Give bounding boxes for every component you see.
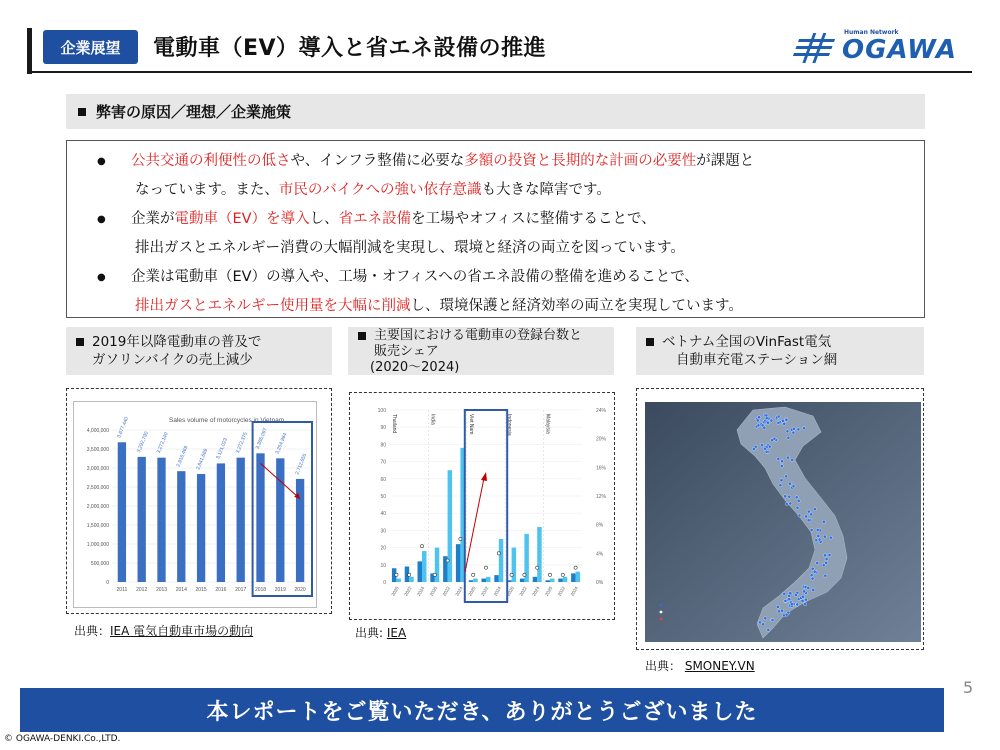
bullet-text: し、 — [309, 211, 339, 227]
motorcycle-sales-svg — [74, 402, 318, 609]
y-tick-label: 500,000 — [90, 561, 109, 567]
data-label: 3,292,790 — [135, 430, 150, 454]
panel-line-text: ベトナム全国のVinFast電気 — [662, 334, 832, 350]
charging-station-marker — [792, 431, 795, 434]
trend-arrow-line — [465, 478, 484, 572]
highlight-text: 省エネ設備 — [338, 211, 412, 227]
panel-line — [358, 328, 604, 344]
bullet-line — [67, 292, 924, 321]
ev-registration-chart — [360, 400, 607, 602]
bar-dark — [469, 580, 473, 582]
x-tick-label: 2014 — [175, 587, 187, 593]
charging-station-marker — [813, 508, 816, 511]
charging-station-marker — [786, 430, 789, 433]
bar-dark — [418, 561, 422, 582]
share-point — [420, 545, 423, 548]
charging-station-marker — [797, 428, 800, 431]
bullet-list — [66, 140, 925, 318]
y2-tick-label: 12% — [596, 494, 607, 500]
x-tick-label: 2015 — [195, 587, 207, 593]
square-bullet-icon — [358, 332, 366, 340]
x-tick-label: 2024 — [416, 585, 426, 597]
source-prefix: 出典: — [355, 626, 387, 640]
x-tick-label: 2022 — [403, 585, 413, 597]
data-label: 2,841,669 — [195, 447, 210, 471]
source-link[interactable]: IEA 電気自動車市場の動向 — [110, 624, 254, 638]
share-point — [408, 573, 411, 576]
bullet-text: なっています。また、 — [135, 182, 279, 198]
charging-station-marker — [810, 574, 813, 577]
y2-tick-label: 24% — [596, 408, 607, 414]
share-point — [395, 573, 398, 576]
bar-dark — [571, 573, 575, 582]
bar-dark — [520, 579, 524, 582]
group-label: Thailand — [391, 414, 397, 434]
panel-line-text: 2019年以降電動車の普及で — [92, 334, 262, 350]
bar-2014 — [177, 471, 185, 582]
y-tick-label: 50 — [380, 494, 386, 500]
charging-station-marker — [796, 506, 799, 509]
share-point — [574, 566, 577, 569]
bar-light — [422, 551, 426, 582]
bar-2013 — [157, 458, 165, 582]
x-tick-label: 2011 — [116, 587, 128, 593]
panel-line-text: 主要国における電動車の登録台数と — [374, 328, 583, 343]
bullet-line — [67, 205, 924, 234]
charging-station-marker — [785, 418, 788, 421]
charging-station-marker — [822, 564, 825, 567]
charging-station-marker — [812, 589, 815, 592]
share-point — [459, 537, 462, 540]
share-point — [484, 566, 487, 569]
bullet-text: が課題と — [696, 153, 755, 169]
x-tick-label: 2020 — [294, 587, 306, 593]
y-tick-label: 30 — [380, 528, 386, 535]
bar-2016 — [217, 463, 225, 582]
charging-station-marker — [794, 593, 797, 596]
group-label: Viet Nam — [467, 414, 474, 435]
x-tick-label: 2016 — [215, 587, 227, 593]
charging-station-marker — [811, 577, 814, 580]
charging-station-marker — [818, 538, 821, 541]
x-tick-label: 2020 — [467, 585, 477, 597]
charging-station-marker — [781, 419, 784, 422]
bar-2011 — [118, 442, 126, 582]
square-bullet-icon — [78, 108, 86, 116]
panel-line-text: 自動車充電ステーション網 — [676, 352, 838, 368]
group-label: Indonesia — [506, 414, 513, 436]
charging-station-marker — [783, 592, 786, 595]
bullet-dot-icon: ● — [97, 272, 106, 283]
bar-dark — [456, 544, 460, 582]
source-note-3 — [645, 657, 755, 674]
data-label: 3,272,140 — [155, 431, 170, 455]
copyright: © OGAWA-DENKI.Co.,LTD. — [4, 734, 121, 744]
y-tick-label: 4,000,000 — [86, 428, 109, 434]
y2-tick-label: 0% — [596, 580, 604, 586]
bar-2019 — [276, 458, 284, 582]
page-title: 電動車（EV）導入と省エネ設備の推進 — [153, 36, 547, 61]
highlight-text: 市民のバイクへの強い依存意識 — [278, 182, 482, 198]
charging-station-marker — [796, 603, 799, 606]
y2-tick-label: 16% — [596, 465, 607, 472]
header-underline — [32, 71, 972, 73]
charging-station-marker — [771, 618, 774, 621]
bullet-line — [67, 263, 924, 292]
bullet-dot-icon: ● — [97, 156, 106, 167]
charging-station-marker — [816, 528, 819, 531]
charging-station-marker — [784, 495, 787, 498]
vietnam-charging-map — [645, 402, 921, 642]
trend-arrow-head — [481, 472, 487, 481]
x-tick-label: 2022 — [480, 585, 490, 597]
share-point — [433, 573, 436, 576]
y-tick-label: 3,500,000 — [86, 447, 109, 453]
source-prefix: 出典： — [645, 659, 685, 673]
bar-2017 — [237, 458, 245, 582]
charging-station-marker — [780, 464, 783, 467]
bullet-text: 企業は電動車（EV）の導入や、工場・オフィスへの省エネ設備の整備を進めることで、 — [131, 269, 699, 285]
charging-station-marker — [829, 536, 832, 539]
vietnam-map-svg — [645, 402, 921, 642]
share-point — [523, 573, 526, 576]
charging-station-marker — [824, 574, 827, 577]
charging-station-marker — [823, 535, 826, 538]
source-note-1 — [74, 622, 253, 639]
bullet-text: 排出ガスとエネルギー消費の大幅削減を実現し、環境と経済の両立を図っています。 — [135, 240, 685, 256]
data-label: 3,254,964 — [274, 432, 289, 456]
group-label: India — [429, 414, 436, 425]
charging-station-marker — [805, 515, 808, 518]
bar-light — [499, 539, 503, 582]
y-tick-label: 40 — [380, 511, 386, 518]
charging-station-marker — [817, 534, 820, 537]
y-tick-label: 10 — [380, 562, 386, 569]
charging-station-marker — [777, 457, 780, 460]
y-tick-label: 100 — [377, 408, 386, 414]
bar-light — [563, 577, 567, 582]
charging-station-marker — [784, 599, 787, 602]
share-point — [536, 566, 539, 569]
bar-light — [537, 527, 541, 582]
y-tick-label: 3,000,000 — [86, 466, 109, 472]
y-tick-label: 60 — [380, 476, 386, 483]
charging-station-marker — [786, 456, 789, 459]
bar-2018 — [256, 453, 264, 582]
legend-marker-active — [660, 604, 663, 607]
bullet-text: し、環境保護と経済効率の両立を実現しています。 — [410, 298, 743, 314]
bullet-dot-icon: ● — [97, 214, 106, 225]
charging-station-marker — [776, 605, 779, 608]
y-tick-label: 2,500,000 — [86, 485, 109, 491]
bar-dark — [546, 580, 550, 582]
bar-light — [435, 548, 439, 582]
ev-registration-svg — [360, 400, 607, 602]
charging-station-marker — [777, 415, 780, 418]
charging-station-marker — [807, 586, 810, 589]
charging-station-marker — [816, 561, 819, 564]
charging-station-marker — [810, 513, 813, 516]
charging-station-marker — [789, 502, 792, 505]
charging-station-marker — [780, 609, 783, 612]
section-header — [66, 94, 925, 129]
charging-station-marker — [768, 445, 771, 448]
data-label: 3,272,375 — [234, 431, 249, 455]
charging-station-marker — [788, 482, 791, 485]
charging-station-marker — [780, 460, 783, 463]
legend-marker-other — [660, 618, 663, 621]
charging-station-marker — [811, 567, 814, 570]
highlight-text: 公共交通の利便性の低さ — [131, 153, 291, 169]
charging-station-marker — [777, 421, 780, 424]
x-tick-label: 2020 — [505, 585, 515, 597]
y2-tick-label: 8% — [596, 522, 604, 529]
panel-header-motorcycle-sales — [66, 327, 332, 375]
ogawa-logo — [798, 25, 978, 69]
bullet-line — [67, 176, 924, 205]
bar-2015 — [197, 474, 205, 582]
page-number: 5 — [963, 678, 974, 697]
bar-dark — [482, 579, 486, 582]
x-tick-label: 2024 — [531, 585, 541, 597]
charging-station-marker — [807, 519, 810, 522]
logo-tagline: Human Network — [844, 29, 899, 36]
charging-station-marker — [758, 621, 761, 624]
charging-station-marker — [784, 475, 787, 478]
charging-station-marker — [785, 613, 788, 616]
bar-light — [550, 579, 554, 582]
panel-line — [76, 333, 322, 351]
charging-station-marker — [787, 436, 790, 439]
charging-station-marker — [788, 598, 791, 601]
data-label: 2,916,469 — [175, 445, 190, 468]
charging-station-marker — [791, 458, 794, 461]
category-badge: 企業展望 — [43, 30, 138, 64]
charging-station-marker — [766, 421, 769, 424]
charging-station-marker — [798, 514, 801, 517]
x-tick-label: 2018 — [254, 587, 267, 593]
charging-station-marker — [792, 427, 795, 430]
x-tick-label: 2022 — [518, 585, 528, 597]
bullet-text: を工場やオフィスに整備することで、 — [411, 211, 656, 227]
data-label: 2,712,655 — [294, 452, 309, 476]
data-label: 3,677,440 — [116, 416, 131, 440]
source-note-2 — [355, 624, 406, 641]
charging-station-marker — [828, 553, 831, 556]
x-tick-label: 2022 — [441, 585, 451, 597]
bullet-line — [67, 234, 924, 263]
charging-station-marker — [767, 628, 770, 631]
charging-station-marker — [803, 427, 806, 430]
charging-station-marker — [810, 528, 813, 531]
panel-line-text: (2020〜2024) — [370, 360, 460, 375]
charging-station-marker — [823, 554, 826, 557]
y-tick-label: 80 — [380, 442, 386, 449]
y2-tick-label: 20% — [596, 436, 607, 443]
x-tick-label: 2017 — [235, 587, 247, 593]
charging-station-marker — [797, 499, 800, 502]
y-tick-label: 90 — [380, 425, 386, 432]
charging-station-marker — [790, 603, 793, 606]
y-tick-label: 20 — [380, 545, 386, 552]
charging-station-marker — [803, 603, 806, 606]
bar-light — [409, 577, 413, 582]
legend-marker-planned — [660, 611, 663, 614]
bullet-text: 企業が — [131, 211, 175, 227]
bar-dark — [558, 579, 562, 582]
panel-line-text: ガソリンバイクの売上減少 — [92, 352, 253, 368]
header-accent-bar — [27, 28, 32, 74]
x-tick-label: 2024 — [454, 585, 464, 597]
charging-station-marker — [757, 424, 760, 427]
charging-station-marker — [756, 419, 759, 422]
charging-station-marker — [801, 599, 804, 602]
y-tick-label: 70 — [380, 459, 386, 466]
y-tick-label: 2,000,000 — [86, 504, 109, 510]
panel-line — [358, 360, 604, 376]
section-title: 弊害の原因／理想／企業施策 — [96, 103, 292, 121]
charging-station-marker — [777, 610, 780, 613]
bullet-line — [67, 147, 924, 176]
charging-station-marker — [792, 485, 795, 488]
charging-station-marker — [780, 479, 783, 482]
source-link[interactable]: IEA — [386, 626, 407, 640]
panel-line-text: 販売シェア — [374, 344, 439, 359]
source-link[interactable]: SMONEY.VN — [684, 659, 755, 673]
charging-station-marker — [813, 570, 816, 573]
panel-header-ev-registration — [348, 327, 614, 375]
bar-light — [486, 577, 490, 582]
charging-station-marker — [763, 447, 766, 450]
square-bullet-icon — [76, 338, 84, 346]
motorcycle-sales-chart — [73, 401, 317, 608]
highlight-text: 電動車（EV）を導入 — [174, 211, 310, 227]
bar-light — [473, 579, 477, 582]
charging-station-marker — [773, 437, 776, 440]
x-tick-label: 2022 — [556, 585, 567, 597]
charging-station-marker — [804, 598, 807, 601]
bar-dark — [494, 575, 498, 582]
y2-tick-label: 4% — [596, 551, 604, 558]
square-bullet-icon — [646, 338, 654, 346]
x-tick-label: 2020 — [390, 585, 400, 597]
panel-line — [358, 344, 604, 360]
bar-light — [448, 470, 452, 582]
share-point — [446, 559, 449, 562]
bullet-text: や、インフラ整備に必要な — [290, 153, 465, 169]
thank-you-banner: 本レポートをご覧いただき、ありがとうございました — [20, 688, 944, 732]
share-point — [548, 573, 551, 576]
charging-station-marker — [764, 617, 767, 620]
highlight-text: 排出ガスとエネルギー使用量を大幅に削減 — [135, 298, 411, 314]
x-tick-label: 2020 — [428, 585, 439, 597]
x-tick-label: 2012 — [136, 587, 148, 593]
y-tick-label: 1,000,000 — [86, 542, 109, 548]
bullet-text: も大きな障害です。 — [481, 182, 611, 198]
panel-line — [76, 351, 322, 369]
charging-station-marker — [788, 495, 791, 498]
panel-line — [646, 333, 914, 351]
charging-station-marker — [801, 595, 804, 598]
x-tick-label: 2013 — [155, 587, 168, 593]
bar-light — [512, 548, 516, 582]
charging-station-marker — [789, 592, 792, 595]
group-label: Malaysia — [544, 414, 551, 434]
y-tick-label: 0 — [106, 580, 109, 586]
x-tick-label: 2024 — [492, 585, 503, 597]
y-tick-label: 0 — [383, 580, 386, 586]
charging-station-marker — [760, 443, 763, 446]
highlight-text: 多額の投資と長期的な計画の必要性 — [464, 153, 697, 169]
charging-station-marker — [803, 590, 806, 593]
panel-header-charging-network — [636, 327, 924, 375]
share-point — [497, 552, 500, 555]
bar-light — [396, 579, 400, 582]
bar-2012 — [138, 457, 146, 582]
charging-station-marker — [752, 447, 755, 450]
charging-station-marker — [807, 510, 810, 513]
panel-line — [646, 351, 914, 369]
bar-dark — [533, 577, 537, 582]
share-point — [472, 573, 475, 576]
logo-mark-icon — [800, 31, 842, 65]
x-tick-label: 2020 — [544, 585, 554, 597]
charging-station-marker — [779, 484, 782, 487]
charging-station-marker — [822, 520, 825, 523]
chart-title: Sales volume of motorcycles in Vietnam — [169, 417, 285, 424]
charging-station-marker — [763, 426, 766, 429]
charging-station-marker — [770, 419, 773, 422]
source-prefix: 出典： — [74, 624, 111, 638]
data-label: 3,386,097 — [254, 427, 269, 451]
share-point — [510, 573, 513, 576]
bar-light — [576, 572, 580, 582]
charging-station-marker — [757, 416, 760, 419]
charging-station-marker — [765, 414, 768, 417]
y-tick-label: 1,500,000 — [86, 523, 109, 529]
charging-station-marker — [783, 422, 786, 425]
charging-station-marker — [795, 496, 798, 499]
charging-station-marker — [825, 557, 828, 560]
data-label: 3,121,023 — [215, 437, 230, 461]
logo-wordmark: OGAWA — [842, 35, 958, 65]
x-tick-label: 2024 — [569, 585, 579, 597]
share-point — [561, 573, 564, 576]
charging-station-marker — [765, 450, 768, 453]
charging-station-marker — [785, 502, 788, 505]
x-tick-label: 2019 — [274, 587, 286, 593]
charging-station-marker — [815, 539, 818, 542]
charging-station-marker — [761, 623, 764, 626]
